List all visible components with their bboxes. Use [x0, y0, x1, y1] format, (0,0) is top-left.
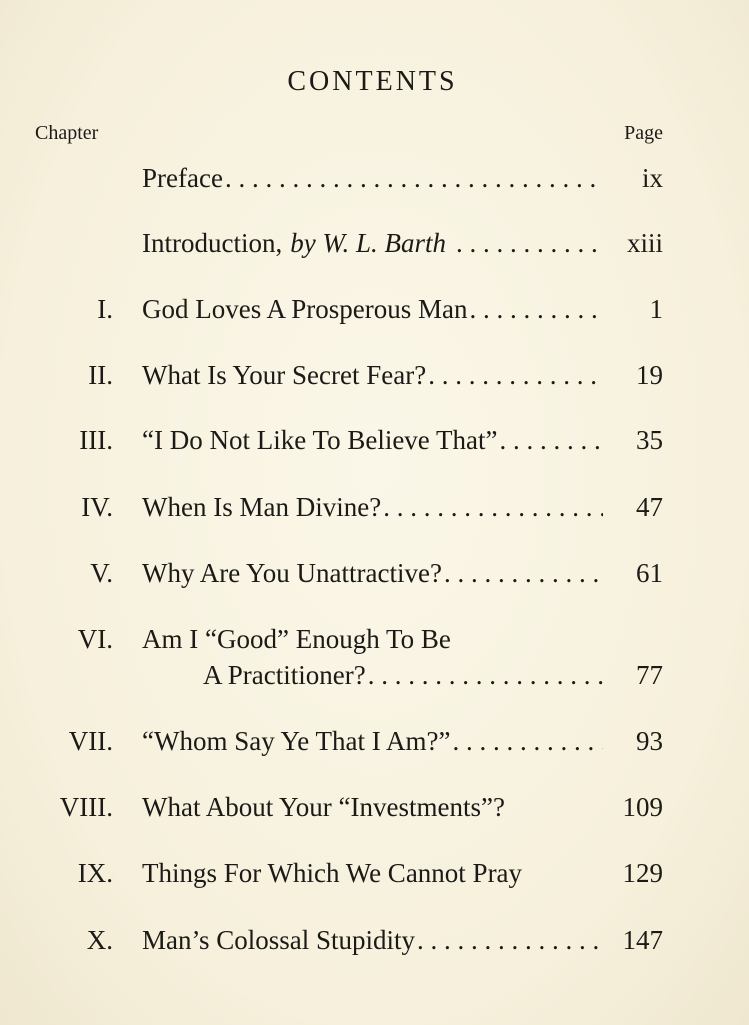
toc-entry-page: 19: [636, 360, 663, 390]
toc-entry-page: 147: [622, 925, 663, 955]
toc-entry-title: What Is Your Secret Fear?: [142, 360, 427, 390]
toc-entry-page: 35: [636, 425, 663, 455]
page-column-header: Page: [624, 122, 663, 144]
chapter-number: VI.: [77, 624, 113, 654]
chapter-number: VII.: [68, 726, 113, 756]
leader-dots: [452, 721, 603, 761]
toc-entry-page: 129: [622, 858, 663, 888]
chapter-number: III.: [79, 425, 113, 455]
chapter-number: V.: [90, 558, 113, 588]
leader-dots: [383, 487, 603, 527]
toc-entry-page: 93: [636, 726, 663, 756]
toc-entry-title: “I Do Not Like To Believe That”: [142, 425, 498, 455]
toc-entry-chapter-3: [0, 420, 749, 460]
toc-entry-page: 77: [636, 660, 663, 690]
leader-dots: [225, 158, 603, 198]
toc-entry-chapter-7: [0, 721, 749, 761]
toc-entry-chapter-6: [0, 619, 749, 699]
chapter-column-header: Chapter: [35, 122, 99, 144]
leader-dots: [444, 553, 603, 593]
chapter-number: IX.: [77, 858, 113, 888]
toc-entry-page: 1: [649, 294, 663, 324]
toc-entry-title: Why Are You Unattractive?: [142, 558, 442, 588]
leader-dots: [368, 655, 603, 695]
toc-entry-page: 61: [636, 558, 663, 588]
toc-entry-page: ix: [641, 163, 663, 193]
toc-entry-title: “Whom Say Ye That I Am?”: [142, 726, 451, 756]
toc-entry-chapter-8: [0, 787, 749, 827]
toc-entry-chapter-2: [0, 355, 749, 395]
toc-entry-page: 109: [622, 792, 663, 822]
toc-entry-page: xiii: [626, 228, 663, 258]
leader-dots: [470, 289, 604, 329]
toc-entry-title-continuation: A Practitioner?: [203, 660, 366, 690]
toc-entry-chapter-4: [0, 487, 749, 527]
leader-dots: [500, 420, 603, 460]
contents-heading: CONTENTS: [287, 66, 458, 97]
leader-dots: [456, 223, 603, 263]
toc-entry-introduction: [0, 223, 749, 263]
chapter-number: IV.: [81, 492, 113, 522]
toc-entry-title: God Loves A Prosperous Man: [142, 294, 468, 324]
leader-dots: [417, 920, 603, 960]
toc-entry-title: When Is Man Divine?: [142, 492, 382, 522]
toc-entry-title: Man’s Colossal Stupidity: [142, 925, 416, 955]
toc-entry-preface: [0, 158, 749, 198]
chapter-number: X.: [86, 925, 113, 955]
toc-entry-chapter-1: [0, 289, 749, 329]
toc-entry-page: 47: [636, 492, 663, 522]
toc-entry-title: Am I “Good” Enough To Be: [142, 624, 451, 654]
chapter-number: I.: [97, 294, 113, 324]
chapter-number: VIII.: [59, 792, 113, 822]
toc-entry-chapter-9: [0, 853, 749, 893]
chapter-number: II.: [88, 360, 113, 390]
leader-dots: [428, 355, 603, 395]
toc-entry-chapter-10: [0, 920, 749, 960]
toc-entry-title: Introduction,: [142, 228, 283, 258]
toc-entry-title: Things For Which We Cannot Pray: [142, 858, 523, 888]
toc-entry-title: What About Your “Investments”?: [142, 792, 505, 822]
toc-entry-byline: by W. L. Barth: [290, 228, 446, 258]
toc-entry-title: Preface: [142, 163, 223, 193]
toc-entry-chapter-5: [0, 553, 749, 593]
